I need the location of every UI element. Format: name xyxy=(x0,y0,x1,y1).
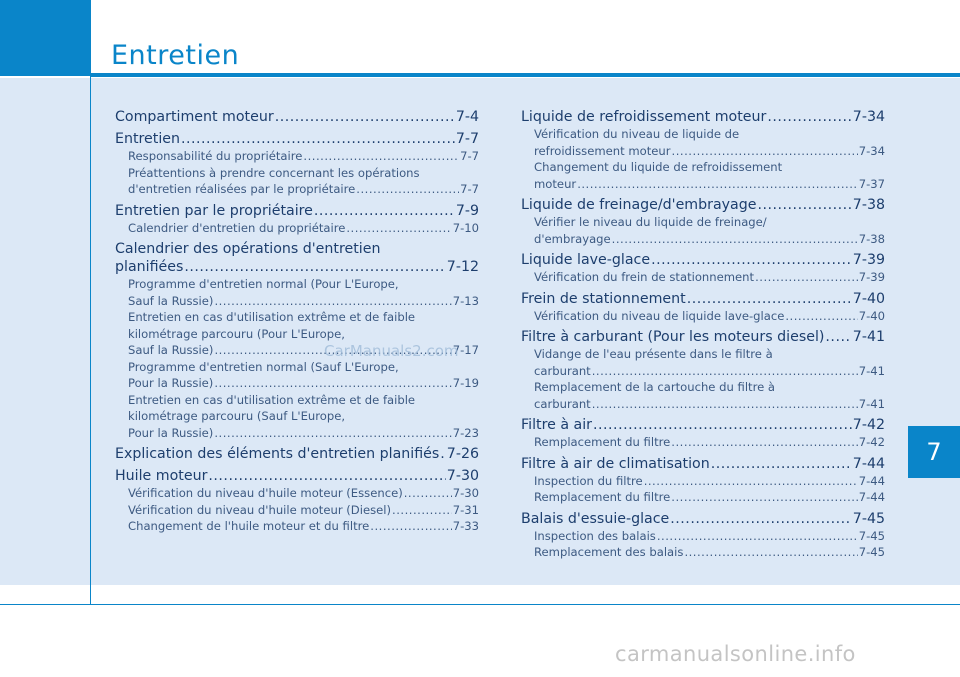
toc-entry-title: refroidissement moteur xyxy=(534,143,671,158)
toc-entry[interactable] xyxy=(521,308,885,325)
toc-page-number: 7-33 xyxy=(452,519,479,533)
dot-leader xyxy=(181,130,455,148)
toc-entry-line: Vidange de l'eau présente dans le filtre à xyxy=(534,347,773,361)
watermark-carmanuals2: CarManuals2.com xyxy=(324,342,459,360)
dot-leader xyxy=(314,202,455,220)
toc-entry-row xyxy=(128,425,479,442)
toc-entry-row xyxy=(115,130,479,148)
toc-entry[interactable] xyxy=(115,108,479,126)
dot-leader xyxy=(657,528,858,545)
toc-left-column xyxy=(115,104,479,535)
toc-entry-title: carburant xyxy=(534,396,591,411)
toc-page-number: 7-44 xyxy=(852,455,885,472)
toc-entry-title: Vérification du niveau de liquide lave-glace xyxy=(534,308,785,323)
toc-entry-title: Huile moteur xyxy=(115,468,208,484)
toc-page-number: 7-45 xyxy=(858,545,885,559)
toc-page-number: 7-30 xyxy=(452,486,479,500)
dot-leader xyxy=(370,518,451,535)
toc-entry-row xyxy=(115,445,479,463)
toc-entry-row xyxy=(521,108,885,126)
toc-entry-title: d'entretien réalisées par le propriétaire xyxy=(128,182,356,196)
toc-entry-row xyxy=(521,290,885,308)
dot-leader xyxy=(214,375,451,392)
dot-leader xyxy=(612,231,858,248)
toc-page-number: 7-17 xyxy=(452,343,479,357)
toc-entry[interactable] xyxy=(115,165,479,198)
dot-leader xyxy=(208,467,445,485)
toc-entry[interactable] xyxy=(521,328,885,346)
toc-entry-title: Vérification du frein de stationnement xyxy=(534,270,755,284)
toc-page-number: 7-4 xyxy=(455,109,479,125)
dot-leader xyxy=(214,293,451,310)
toc-entry-row xyxy=(115,467,479,485)
toc-entry[interactable] xyxy=(521,159,885,192)
toc-entry-title: Inspection des balais xyxy=(534,528,656,543)
toc-page-number: 7-7 xyxy=(455,131,479,147)
toc-entry[interactable] xyxy=(115,240,479,276)
dot-leader xyxy=(671,489,857,506)
toc-page-number: 7-7 xyxy=(460,149,479,163)
toc-entry-line: Remplacement de la cartouche du filtre à xyxy=(534,380,776,394)
toc-entry[interactable] xyxy=(521,473,885,490)
toc-entry[interactable] xyxy=(115,359,479,392)
toc-page-number: 7-40 xyxy=(858,308,885,323)
toc-entry-title: Responsabilité du propriétaire xyxy=(128,149,303,163)
toc-entry-row xyxy=(128,220,479,237)
toc-entry-title: Liquide lave-glace xyxy=(521,252,651,268)
page-title: Entretien xyxy=(111,40,240,71)
toc-page-number: 7-38 xyxy=(852,197,885,213)
toc-page-number: 7-41 xyxy=(858,363,885,378)
chapter-tab[interactable]: 7 xyxy=(908,426,960,478)
toc-entry-title: Entretien par le propriétaire xyxy=(115,202,313,219)
toc-entry-line: Entretien en cas d'utilisation extrême et de faible xyxy=(128,310,416,324)
toc-entry[interactable] xyxy=(521,196,885,214)
dot-leader xyxy=(651,251,852,269)
toc-entry-line: Programme d'entretien normal (Sauf L'Europe, xyxy=(128,359,399,374)
toc-entry-row xyxy=(534,473,885,490)
toc-entry-title: Inspection du filtre xyxy=(534,473,643,488)
dot-leader xyxy=(767,108,851,126)
toc-entry[interactable] xyxy=(521,528,885,545)
toc-page-number: 7-38 xyxy=(858,231,885,246)
toc-entry-line: Entretien en cas d'utilisation extrême et de faible xyxy=(128,392,416,407)
toc-entry-row xyxy=(128,518,479,535)
bottom-rule xyxy=(0,604,960,605)
toc-entry-row xyxy=(128,502,479,519)
toc-entry-row xyxy=(521,416,885,434)
toc-entry-row xyxy=(534,176,885,193)
toc-entry-title: Liquide de refroidissement moteur xyxy=(521,109,767,125)
toc-entry-title: d'embrayage xyxy=(534,231,611,246)
toc-entry-row xyxy=(534,269,885,286)
footer-watermark: carmanualsonline.info xyxy=(615,642,856,666)
toc-entry[interactable] xyxy=(115,202,479,220)
toc-entry-title: Liquide de freinage/d'embrayage xyxy=(521,197,757,213)
toc-entry[interactable] xyxy=(521,251,885,269)
dot-leader xyxy=(356,181,459,198)
dot-leader xyxy=(404,485,452,502)
toc-page-number: 7-41 xyxy=(858,396,885,411)
toc-page-number: 7-34 xyxy=(858,143,885,158)
dot-leader xyxy=(644,473,858,490)
toc-entry-title: Balais d'essuie-glace xyxy=(521,510,670,527)
toc-entry-row xyxy=(534,434,885,451)
toc-entry-row xyxy=(115,258,479,276)
toc-entry-title: Filtre à air de climatisation xyxy=(521,455,710,472)
dot-leader xyxy=(592,396,858,413)
toc-page-number: 7-19 xyxy=(452,376,479,390)
toc-page-number: 7-23 xyxy=(452,425,479,440)
toc-page-number: 7-44 xyxy=(858,490,885,504)
dot-leader xyxy=(671,434,857,451)
toc-entry-title: Explication des éléments d'entretien planifiés xyxy=(115,446,440,462)
toc-page-number: 7-26 xyxy=(446,446,479,462)
toc-entry-line: Préattentions à prendre concernant les opérations xyxy=(128,165,420,180)
toc-entry-row xyxy=(128,375,479,392)
toc-entry-line: Calendrier des opérations d'entretien xyxy=(115,241,381,257)
toc-entry-title: Changement de l'huile moteur et du filtre xyxy=(128,519,370,533)
toc-entry-title: Filtre à air xyxy=(521,417,593,433)
toc-page-number: 7-39 xyxy=(858,270,885,284)
toc-entry-title: Entretien xyxy=(115,131,180,147)
toc-page-number: 7-40 xyxy=(852,290,885,307)
toc-page-number: 7-39 xyxy=(852,252,885,268)
toc-entry-title: Vérification du niveau d'huile moteur (Essence) xyxy=(128,486,403,500)
toc-entry[interactable] xyxy=(521,108,885,126)
dot-leader xyxy=(755,269,858,286)
toc-entry-title: Sauf la Russie) xyxy=(128,343,214,357)
toc-page-number: 7-45 xyxy=(852,510,885,527)
toc-entry-row xyxy=(521,455,885,473)
dot-leader xyxy=(711,455,852,473)
dot-leader xyxy=(275,108,455,126)
toc-entry[interactable] xyxy=(521,269,885,286)
toc-entry[interactable] xyxy=(521,434,885,451)
toc-entry-title: Calendrier d'entretien du propriétaire xyxy=(128,220,346,235)
toc-entry-title: Remplacement des balais xyxy=(534,545,684,559)
toc-entry-row xyxy=(115,108,479,126)
toc-entry-row xyxy=(128,485,479,502)
toc-entry[interactable] xyxy=(521,455,885,473)
dot-leader xyxy=(440,445,446,463)
toc-entry-line: Changement du liquide de refroidissement xyxy=(534,160,783,174)
toc-page-number: 7-31 xyxy=(452,502,479,517)
toc-page-number: 7-34 xyxy=(852,109,885,125)
toc-entry-line: Vérifier le niveau du liquide de freinage/ xyxy=(534,215,767,229)
toc-entry[interactable] xyxy=(115,220,479,237)
toc-page-number: 7-30 xyxy=(446,468,479,484)
header-corner-block xyxy=(0,0,91,76)
toc-entry-row xyxy=(128,181,479,198)
toc-entry-row xyxy=(534,363,885,380)
toc-entry-title: moteur xyxy=(534,176,577,191)
dot-leader xyxy=(214,425,451,442)
title-rule xyxy=(91,73,960,77)
toc-entry-title: carburant xyxy=(534,363,591,378)
dot-leader xyxy=(672,143,858,160)
toc-page-number: 7-37 xyxy=(858,176,885,191)
toc-entry-row xyxy=(128,293,479,310)
toc-page-number: 7-12 xyxy=(446,259,479,275)
toc-entry-line: Programme d'entretien normal (Pour L'Europe, xyxy=(128,277,399,291)
toc-entry[interactable] xyxy=(521,510,885,528)
toc-page-number: 7-7 xyxy=(460,182,479,196)
toc-entry-line: kilométrage parcouru (Sauf L'Europe, xyxy=(128,409,346,423)
toc-entry[interactable] xyxy=(115,485,479,502)
toc-entry-title: Sauf la Russie) xyxy=(128,293,214,308)
toc-entry[interactable] xyxy=(115,392,479,442)
toc-entry-line: kilométrage parcouru (Pour L'Europe, xyxy=(128,326,345,341)
toc-page-number: 7-42 xyxy=(852,417,885,433)
toc-entry[interactable] xyxy=(521,379,885,412)
toc-entry-row xyxy=(534,231,885,248)
toc-entry[interactable] xyxy=(115,467,479,485)
toc-entry-title: Compartiment moteur xyxy=(115,109,274,125)
dot-leader xyxy=(577,176,858,193)
dot-leader xyxy=(592,363,858,380)
toc-entry[interactable] xyxy=(521,214,885,247)
toc-entry[interactable] xyxy=(521,290,885,308)
toc-page-number: 7-44 xyxy=(858,473,885,488)
toc-entry-title: Filtre à carburant (Pour les moteurs diesel) xyxy=(521,329,825,345)
toc-entry[interactable] xyxy=(521,126,885,159)
dot-leader xyxy=(346,220,451,237)
dot-leader xyxy=(593,416,852,434)
toc-entry-line: Vérification du niveau de liquide de xyxy=(534,127,740,141)
toc-right-column xyxy=(521,104,885,561)
dot-leader xyxy=(785,308,857,325)
toc-entry-row xyxy=(521,328,885,346)
toc-page-number: 7-42 xyxy=(858,435,885,449)
toc-page-number: 7-13 xyxy=(452,293,479,308)
toc-entry-row xyxy=(521,510,885,528)
toc-entry-row xyxy=(521,251,885,269)
toc-entry-title: Frein de stationnement xyxy=(521,290,686,307)
toc-entry-title: Remplacement du filtre xyxy=(534,490,671,504)
toc-entry-title: planifiées xyxy=(115,259,184,275)
margin-rule xyxy=(90,76,91,604)
dot-leader xyxy=(687,290,852,308)
dot-leader xyxy=(670,510,852,528)
toc-page-number: 7-41 xyxy=(852,329,885,345)
toc-entry-row xyxy=(115,202,479,220)
dot-leader xyxy=(392,502,452,519)
toc-entry-row xyxy=(534,308,885,325)
toc-page-number: 7-9 xyxy=(455,202,479,219)
toc-entry-row xyxy=(534,396,885,413)
dot-leader xyxy=(184,258,445,276)
toc-entry[interactable] xyxy=(115,502,479,519)
toc-entry[interactable] xyxy=(115,445,479,463)
toc-entry-title: Remplacement du filtre xyxy=(534,435,671,449)
toc-entry-row xyxy=(521,196,885,214)
toc-entry-row xyxy=(534,489,885,506)
toc-entry[interactable] xyxy=(115,130,479,148)
toc-entry-row xyxy=(534,544,885,561)
toc-entry[interactable] xyxy=(115,276,479,309)
dot-leader xyxy=(684,544,857,561)
dot-leader xyxy=(825,328,851,346)
toc-entry[interactable] xyxy=(115,148,479,165)
toc-entry-title: Vérification du niveau d'huile moteur (Diesel) xyxy=(128,502,392,517)
toc-entry-row xyxy=(534,528,885,545)
toc-entry-title: Pour la Russie) xyxy=(128,425,214,440)
toc-page-number: 7-10 xyxy=(452,220,479,235)
toc-entry[interactable] xyxy=(521,346,885,379)
toc-entry[interactable] xyxy=(521,544,885,561)
toc-entry[interactable] xyxy=(521,489,885,506)
dot-leader xyxy=(303,148,459,165)
toc-entry-title: Pour la Russie) xyxy=(128,376,214,390)
toc-entry[interactable] xyxy=(115,518,479,535)
toc-entry[interactable] xyxy=(521,416,885,434)
toc-entry-row xyxy=(128,148,479,165)
dot-leader xyxy=(757,196,851,214)
toc-page-number: 7-45 xyxy=(858,528,885,543)
toc-entry-row xyxy=(534,143,885,160)
